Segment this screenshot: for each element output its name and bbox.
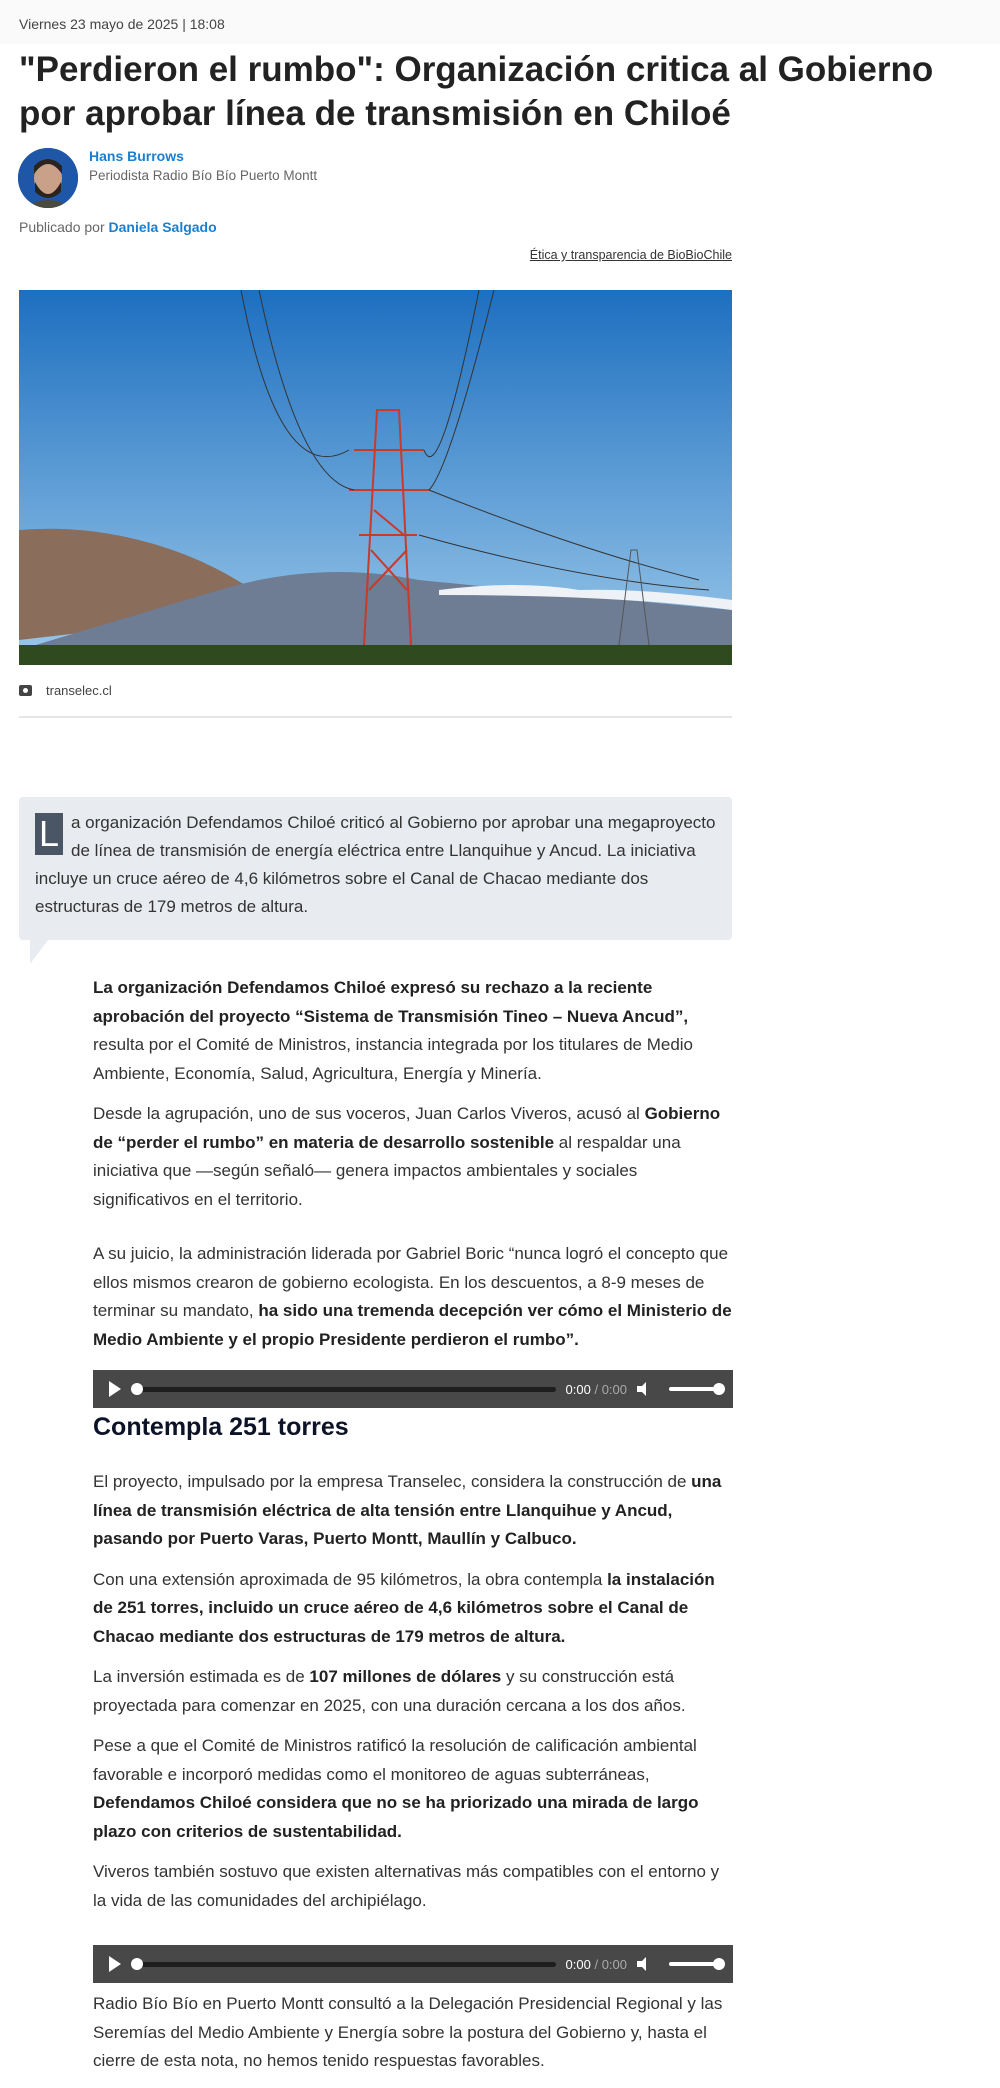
- play-icon[interactable]: [109, 1381, 121, 1397]
- audio-progress-slider[interactable]: [135, 1387, 556, 1392]
- time-separator: /: [590, 1956, 602, 1972]
- published-prefix: Publicado por: [19, 219, 105, 235]
- publisher-link[interactable]: Daniela Salgado: [108, 219, 217, 235]
- audio-player-2: [93, 1945, 733, 1983]
- lead-summary: [19, 797, 732, 940]
- bold-text: Defendamos Chiloé considera que no se ha priorizado una mirada de largo plazo con criterios de sustentabilidad.: [93, 1793, 699, 1841]
- text: Desde la agrupación, uno de sus voceros, Juan Carlos Viveros, acusó al: [93, 1104, 645, 1123]
- duration: 0:00: [601, 1381, 627, 1397]
- paragraph: [93, 1566, 733, 1652]
- text: y su construcción está proyectada para comenzar en 2025, con una duración cercana a los dos años.: [93, 1667, 686, 1715]
- avatar[interactable]: [18, 148, 78, 208]
- article-body-1: [93, 974, 733, 1366]
- paragraph: [93, 1240, 733, 1354]
- volume-slider[interactable]: [669, 1962, 721, 1966]
- article-photo: [19, 290, 732, 665]
- paragraph: [93, 974, 733, 1088]
- author-name-link[interactable]: Hans Burrows: [89, 148, 184, 164]
- text: al respaldar una iniciativa que —según señaló— genera impactos ambientales y sociales significativos en el territorio.: [93, 1132, 681, 1209]
- ethics-link[interactable]: Ética y transparencia de BioBioChile: [529, 248, 732, 262]
- drop-cap: L: [35, 813, 63, 855]
- paragraph: Radio Bío Bío en Puerto Montt consultó a la Delegación Presidencial Regional y las Seremías del Medio Ambiente y Energía sobre la postura del Gobierno y, hasta el cierre de esta nota, no hemos tenido respuestas favorables.: [93, 1994, 723, 2070]
- audio-progress-slider[interactable]: [135, 1962, 556, 1967]
- current-time: 0:00: [565, 1381, 591, 1397]
- paragraph: [93, 1732, 733, 1846]
- bold-text: 107 millones de dólares: [309, 1667, 502, 1686]
- current-time: 0:00: [565, 1956, 591, 1972]
- paragraph: Viveros también sostuvo que existen alternativas más compatibles con el entorno y la vida de las comunidades del archipiélago.: [93, 1862, 720, 1910]
- volume-icon[interactable]: [637, 1382, 653, 1396]
- divider: [19, 716, 732, 718]
- photo-caption: [19, 683, 112, 698]
- paragraph: [93, 1468, 733, 1554]
- bold-text: una línea de transmisión eléctrica de alta tensión entre Llanquihue y Ancud, pasando por Puerto Varas, Puerto Montt, Maullín y Calbuco.: [93, 1472, 722, 1548]
- audio-time: [566, 1382, 627, 1397]
- publish-date: Viernes 23 mayo de 2025 | 18:08: [19, 16, 225, 32]
- text: A su juicio, la administración liderada por Gabriel Boric “nunca logró el concepto que ellos mismos crearon de gobierno ecologista. En los descuentos, a 8-9 meses de terminar su mandato,: [93, 1244, 729, 1320]
- photo-credit: transelec.cl: [46, 683, 112, 698]
- volume-slider[interactable]: [669, 1387, 721, 1391]
- bold-text: ha sido una tremenda decepción ver cómo el Ministerio de Medio Ambiente y el propio Presidente perdieron el rumbo”.: [93, 1301, 732, 1349]
- play-icon[interactable]: [109, 1956, 121, 1972]
- camera-icon: [19, 685, 32, 696]
- bold-text: Gobierno de “perder el rumbo” en materia de desarrollo sostenible: [93, 1104, 721, 1152]
- text: Pese a que el Comité de Ministros ratificó la resolución de calificación ambiental favorable e incorporó medidas como el monitoreo de aguas subterráneas,: [93, 1736, 697, 1784]
- text: resulta por el Comité de Ministros, instancia integrada por los titulares de Medio Ambiente, Economía, Salud, Agricultura, Energía y Minería.: [93, 1035, 694, 1083]
- article-body-3: [93, 1990, 733, 2088]
- published-by: [19, 219, 217, 235]
- audio-player: [93, 1370, 733, 1408]
- paragraph: [93, 1663, 733, 1720]
- paragraph: [93, 1100, 733, 1214]
- time-separator: /: [590, 1381, 602, 1397]
- lead-text: a organización Defendamos Chiloé criticó al Gobierno por aprobar una megaproyecto de línea de transmisión de energía eléctrica entre Llanquihue y Ancud. La iniciativa incluye un cruce aéreo de 4,6 kilómetros sobre el Canal de Chacao mediante dos estructuras de 179 metros de altura.: [35, 813, 716, 916]
- author-role: Periodista Radio Bío Bío Puerto Montt: [89, 168, 318, 183]
- text: La inversión estimada es de: [93, 1667, 310, 1686]
- text: Con una extensión aproximada de 95 kilómetros, la obra contempla: [93, 1569, 608, 1589]
- volume-icon[interactable]: [637, 1957, 653, 1971]
- bold-text: La organización Defendamos Chiloé expresó su rechazo a la reciente aprobación del proyecto “Sistema de Transmisión Tineo – Nueva Ancud”,: [93, 978, 689, 1026]
- duration: 0:00: [601, 1956, 627, 1972]
- text: El proyecto, impulsado por la empresa Transelec, considera la construcción de: [93, 1472, 692, 1491]
- audio-time: [566, 1957, 627, 1972]
- article-body-2: [93, 1468, 733, 1927]
- bold-text: la instalación de 251 torres, incluido un cruce aéreo de 4,6 kilómetros sobre el Canal de Chacao mediante dos estructuras de 179 metros de altura.: [93, 1569, 715, 1646]
- section-heading: Contempla 251 torres: [93, 1413, 349, 1441]
- page-title: "Perdieron el rumbo": Organización critica al Gobierno por aprobar línea de transmisión en Chiloé: [19, 50, 934, 133]
